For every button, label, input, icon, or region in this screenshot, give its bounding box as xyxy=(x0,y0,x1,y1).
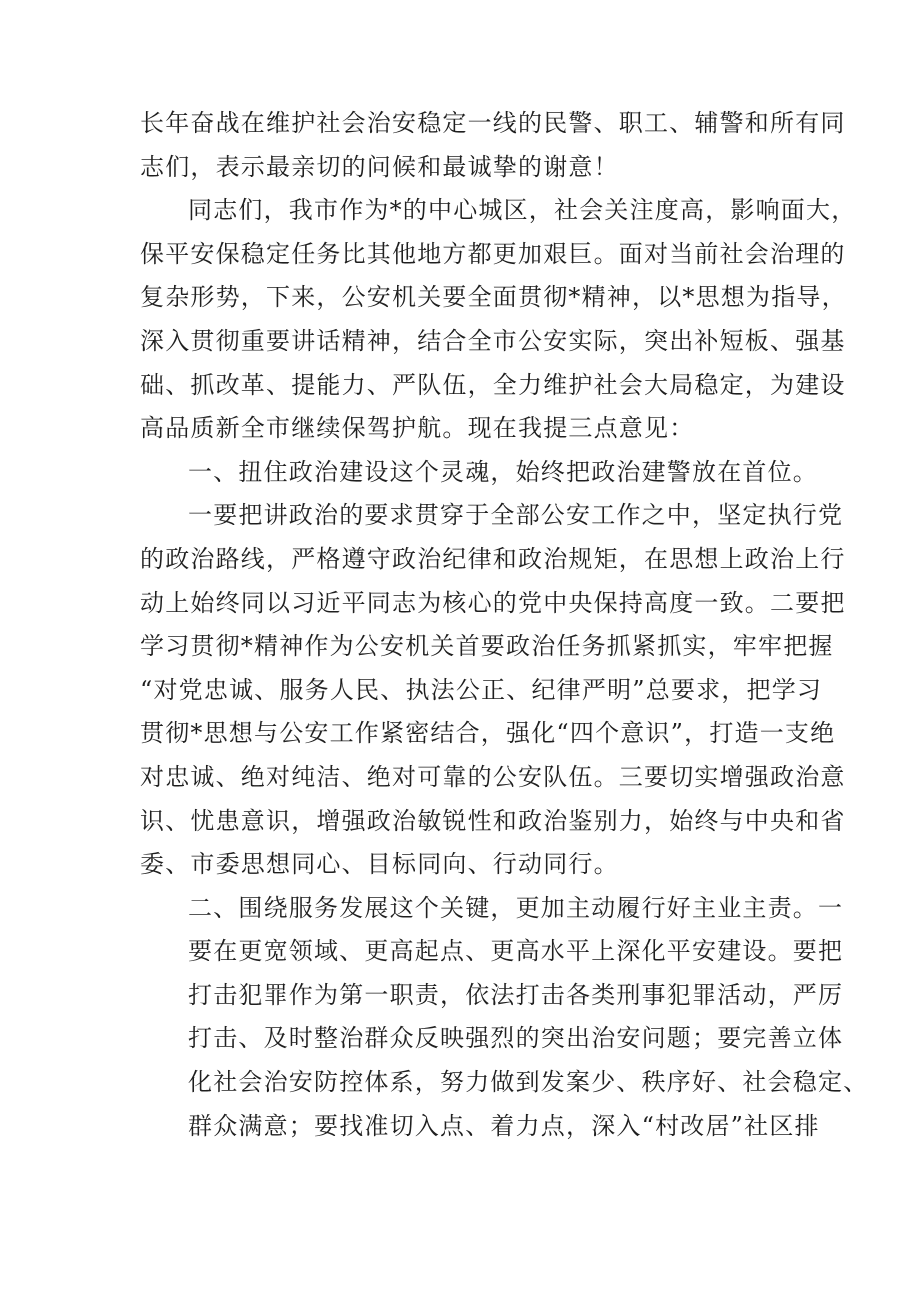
text-line: 要在更宽领域、更高起点、更高水平上深化平安建设。要把 xyxy=(188,937,844,966)
text-line: 长年奋战在维护社会治安稳定一线的民警、职工、辅警和所有同 xyxy=(140,109,846,137)
text-line: 对忠诚、绝对纯洁、绝对可靠的公安队伍。三要切实增强政治意 xyxy=(140,762,846,791)
text-line: 一要把讲政治的要求贯穿于全部公安工作之中，坚定执行党 xyxy=(188,501,844,530)
text-line: 保平安保稳定任务比其他地方都更加艰巨。面对当前社会治理的 xyxy=(140,239,846,268)
text-line: 委、市委思想同心、目标同向、行动同行。 xyxy=(140,850,619,879)
text-line: 高品质新全市继续保驾护航。现在我提三点意见： xyxy=(140,414,695,443)
text-line: 识、忧患意识，增强政治敏锐性和政治鉴别力，始终与中央和省 xyxy=(140,806,846,835)
text-line: 同志们，我市作为*的中心城区，社会关注度高，影响面大， xyxy=(188,196,857,225)
text-line: 化社会治安防控体系，努力做到发案少、秩序好、社会稳定、 xyxy=(188,1068,869,1097)
text-line: 复杂形势，下来，公安机关要全面贯彻*精神，以*思想为指导， xyxy=(140,283,847,312)
text-line: 打击犯罪作为第一职责，依法打击各类刑事犯罪活动，严厉 xyxy=(188,980,844,1009)
document-body xyxy=(140,102,869,1148)
text-line: 础、抓改革、提能力、严队伍，全力维护社会大局稳定，为建设 xyxy=(140,370,846,399)
text-line: 动上始终同以习近平同志为核心的党中央保持高度一致。二要把 xyxy=(140,588,846,617)
text-line: 学习贯彻*精神作为公安机关首要政治任务抓紧抓实，牢牢把握 xyxy=(140,632,834,661)
text-line: 的政治路线，严格遵守政治纪律和政治规矩，在思想上政治上行 xyxy=(140,544,846,573)
text-line: 贯彻*思想与公安工作紧密结合，强化“四个意识”，打造一支绝 xyxy=(140,719,836,748)
section-heading: 一、扭住政治建设这个灵魂，始终把政治建警放在首位。 xyxy=(188,457,818,486)
text-line: 深入贯彻重要讲话精神，结合全市公安实际，突出补短板、强基 xyxy=(140,326,846,355)
text-line: 打击、及时整治群众反映强烈的突出治安问题；要完善立体 xyxy=(188,1024,844,1053)
text-line: 群众满意；要找准切入点、着力点，深入“村改居”社区排 xyxy=(188,1111,820,1140)
text-line: “对党忠诚、服务人民、执法公正、纪律严明”总要求，把学习 xyxy=(140,675,823,704)
section-heading: 二、围绕服务发展这个关键，更加主动履行好主业主责。一 xyxy=(188,893,844,922)
text-line: 志们，表示最亲切的问候和最诚挚的谢意！ xyxy=(140,152,619,181)
